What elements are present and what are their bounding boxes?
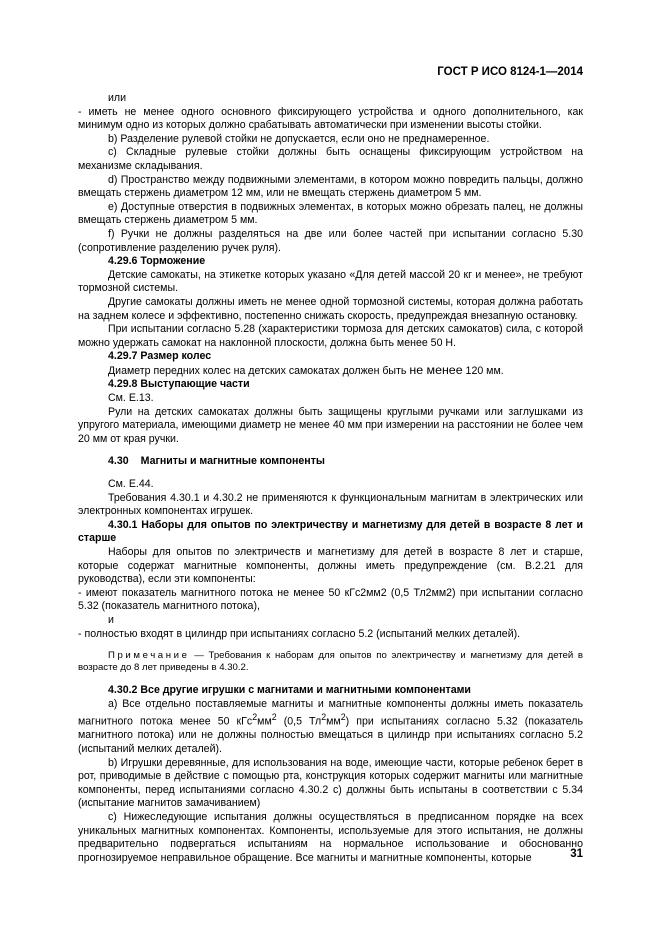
paragraph: f) Ручки не должны разделяться на две или более частей при испытании согласно 5.30 (сопротивление разделению ручек руля).	[78, 227, 583, 254]
paragraph	[78, 364, 583, 379]
paragraph: и	[108, 613, 114, 626]
superscript: 2	[252, 712, 258, 723]
section-heading	[78, 455, 583, 469]
section-number: 4.30	[108, 455, 129, 468]
paragraph: - полностью входят в цилиндр при испытаниях согласно 5.2 (испытаний мелких деталей).	[78, 627, 521, 640]
paragraph: b) Разделение рулевой стойки не допускается, если оно не преднамеренное.	[108, 132, 490, 145]
superscript: 2	[340, 712, 346, 723]
paragraph: b) Игрушки деревянные, для использования на воде, имеющие части, которые ребенок берет в рот, приводимые в действие с помощью рта, конструкция которых содержит магниты или магнитные компоненты, перед испытаниями согласно 4.30.2 с) должны быть испытаны в соответствии с 5.34 (испытание магнитов замачиванием)	[78, 756, 583, 810]
subsection-heading: 4.30.1 Наборы для опытов по электричеству и магнетизму для детей в возрасте 8 лет и старше	[78, 518, 583, 545]
subsection-heading: 4.29.8 Выступающие части	[108, 378, 250, 391]
paragraph	[78, 698, 583, 757]
note	[78, 650, 583, 674]
text-run-large: не менее	[409, 362, 463, 377]
document-header: ГОСТ Р ИСО 8124-1—2014	[437, 66, 583, 78]
paragraph: или	[108, 92, 127, 104]
paragraph: Детские самокаты, на этикетке которых указано «Для детей массой 20 кг и менее», не требуют тормозной системы.	[78, 268, 583, 295]
text-run: Диаметр передних колес на детских самокатах должен быть	[108, 364, 407, 377]
text-run: 120 мм.	[465, 364, 504, 377]
paragraph: Наборы для опытов по электричеств и магнетизму для детей в возрасте 8 лет и старше, которые содержат магнитные компоненты, должны иметь предупреждение (см. В.2.21 для руководства), если эти компоненты:	[78, 546, 583, 586]
paragraph: См. Е.13.	[108, 392, 154, 405]
paragraph: c) Складные рулевые стойки должны быть оснащены фиксирующим устройством на механизме складывания.	[78, 146, 583, 172]
spacer	[78, 641, 583, 646]
subsection-heading: 4.29.7 Размер колес	[108, 350, 212, 363]
text-run: (0,5 Тл	[276, 715, 322, 728]
paragraph: d) Пространство между подвижными элементами, в котором можно повредить пальцы, должно вмещать стержень диаметром 12 мм, или не вмещать стержень диаметром 5 мм.	[78, 173, 583, 200]
superscript: 2	[271, 712, 277, 723]
text-run: мм	[257, 715, 272, 728]
note-label: Примечание	[108, 650, 190, 662]
paragraph: Рули на детских самокатах должны быть защищены круглыми ручками или заглушками из упругого материала, имеющими диаметр не менее 40 мм при измерении на расстоянии не более чем 20 мм от края ручки.	[78, 405, 583, 445]
paragraph: Другие самокаты должны иметь не менее одной тормозной системы, которая должна работать на заднем колесе и эффективно, постепенно снижать скорость, предупреждая внезапную остановку.	[78, 295, 583, 322]
paragraph: e) Доступные отверстия в подвижных элементах, в которых можно обрезать палец, не должны вмещать стержень диаметром 5 мм.	[78, 200, 583, 227]
paragraph: c) Нижеследующие испытания должны осуществляться в предписанном порядке на всех уникальных магнитных компонентах. Компоненты, используемые для этого испытания, не должны предварительно подвергаться испытаниям на нормальное использование и обоснованно прогнозируемое неправильное обращение. Все магниты и магнитные компоненты, которые	[78, 811, 583, 864]
paragraph: - иметь не менее одного основного фиксирующего устройства и одного дополнительного, как минимум одно из которых должно срабатывать автоматически при изменении высоты стойки.	[78, 105, 583, 132]
superscript: 2	[321, 712, 327, 723]
paragraph: - имеют показатель магнитного потока не менее 50 кГс2мм2 (0,5 Тл2мм2) при испытании согласно 5.32 (показатель магнитного потока),	[78, 586, 583, 613]
section-title: Магниты и магнитные компоненты	[140, 455, 325, 468]
paragraph: См. Е.44.	[108, 478, 154, 491]
page-body	[78, 92, 583, 865]
note-text: — Требования к наборам для опытов по электричеству и магнетизму для детей в возрасте до 8 лет приведены в 4.30.2.	[78, 650, 583, 674]
text-run: a) Все отдельно поставляемые магниты и магнитные компоненты должны иметь показатель магнитного потока менее 50 кГс	[78, 697, 583, 728]
page-number: 31	[570, 848, 583, 860]
paragraph: При испытании согласно 5.28 (характеристики тормоза для детских самокатов) сила, с которой можно удержать самокат на наклонной плоскости, должна быть менее 50 Н.	[78, 323, 583, 349]
text-run: мм	[326, 715, 341, 728]
subsection-heading: 4.29.6 Торможение	[108, 255, 206, 268]
text-run: ) при испытаниях согласно 5.32 (показатель магнитного потока) или не должны полностью вмещаться в цилиндр при испытаниях согласно 5.2 (испытаний мелких деталей).	[78, 715, 583, 756]
paragraph: Требования 4.30.1 и 4.30.2 не применяются к функциональным магнитам в электрических или электронных компонентах игрушек.	[78, 491, 583, 518]
subsection-heading: 4.30.2 Все другие игрушки с магнитами и магнитными компонентами	[108, 684, 471, 697]
